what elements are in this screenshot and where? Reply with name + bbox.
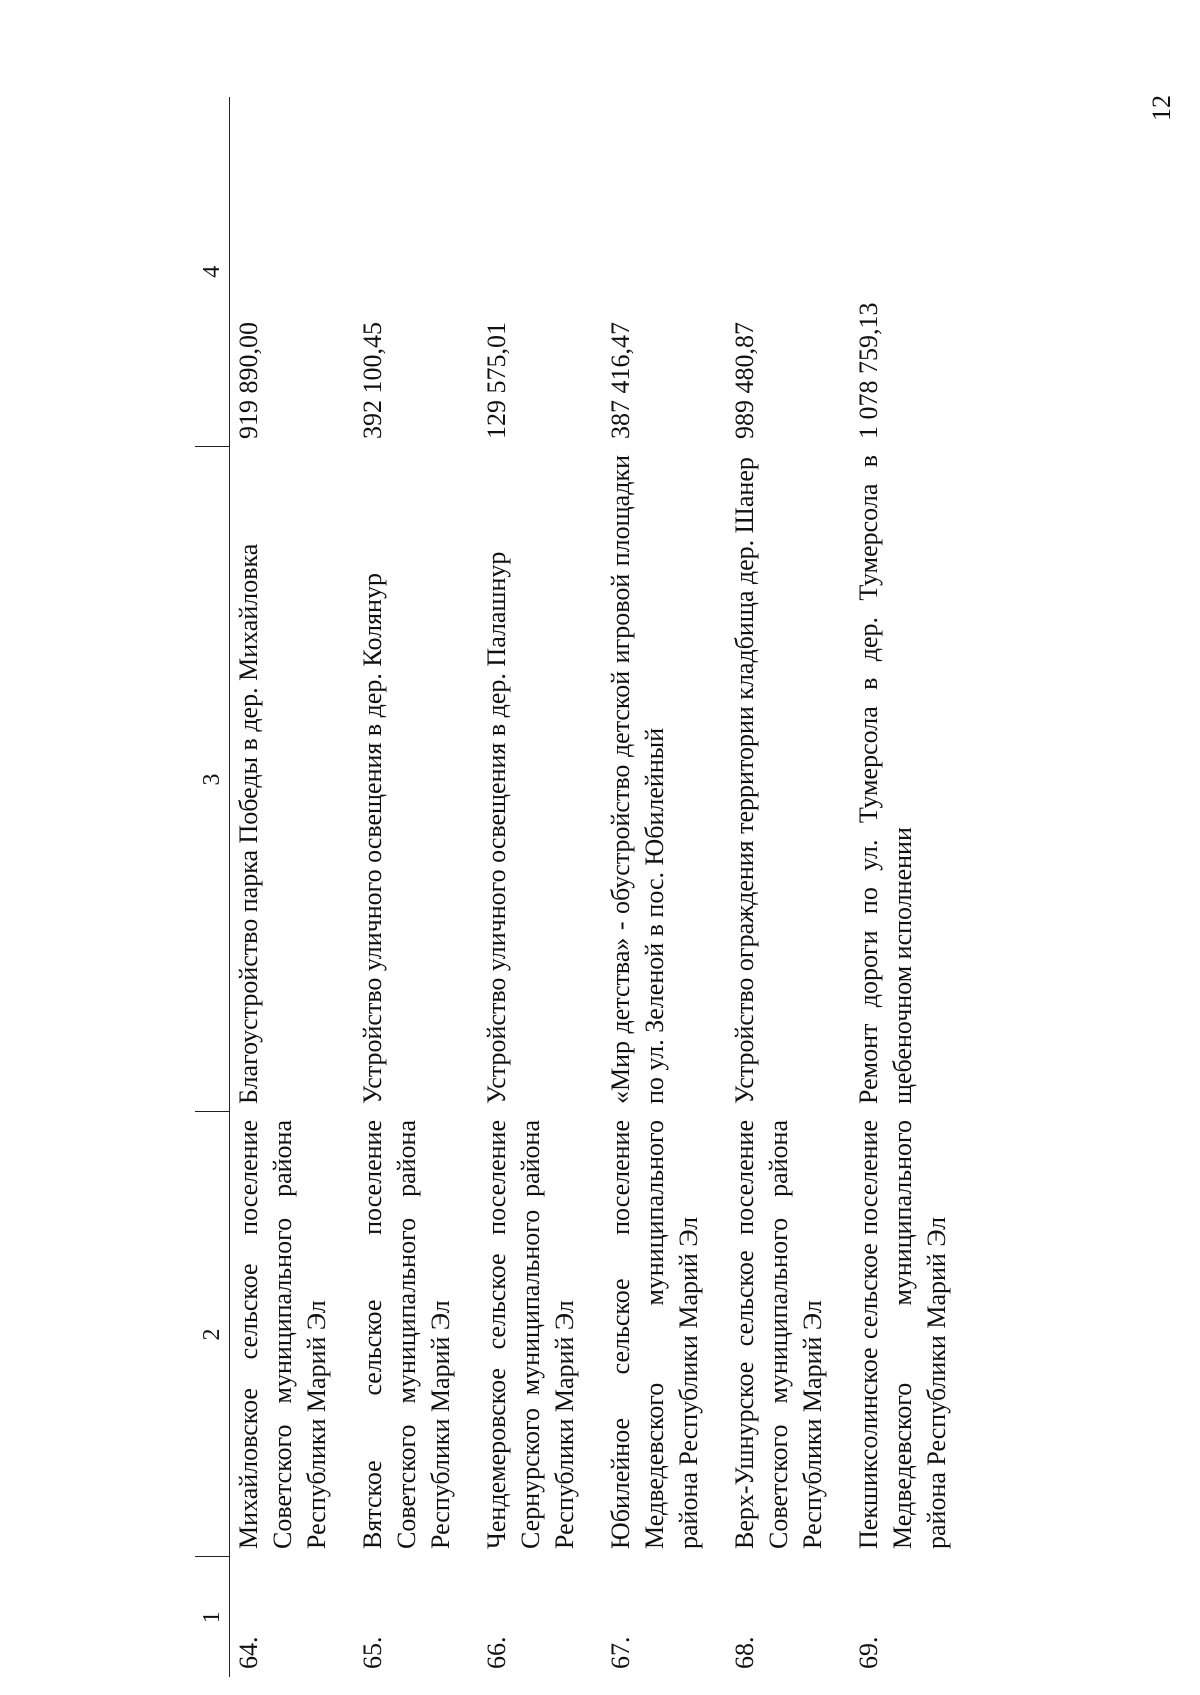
municipality-name: Вятское сельское поселение Советского муниципального района Республики Марий Эл xyxy=(358,1120,455,1549)
municipality-name: Михайловское сельское поселение Советского муниципального района Республики Марий Эл xyxy=(234,1120,331,1549)
municipality-name: Чендемеровское сельское поселение Сернурского муниципального района Республики Марий Эл xyxy=(482,1120,579,1549)
table-row xyxy=(602,97,726,1677)
municipality-name: Верх-Ушнурское сельское поселение Советского муниципального района Республики Марий Эл xyxy=(730,1120,827,1549)
header-col-3: 3 xyxy=(195,447,230,1112)
project-description: Ремонт дороги по ул. Тумерсола в дер. Тумерсола в щебеночном исполнении xyxy=(854,455,917,1104)
amount: 919 890,00 xyxy=(234,322,263,439)
amount: 387 416,47 xyxy=(606,322,635,439)
municipality-name: Юбилейное сельское поселение Медведевского муниципального района Республики Марий Эл xyxy=(606,1120,703,1549)
table-row xyxy=(478,97,602,1677)
municipality-name: Пекшиксолинское сельское поселение Медведевского муниципального района Республики Марий Эл xyxy=(854,1120,951,1549)
rotated-table-sheet xyxy=(195,97,1035,1677)
row-number: 66. xyxy=(482,1636,511,1669)
row-number: 68. xyxy=(730,1636,759,1669)
header-col-2: 2 xyxy=(195,1112,230,1557)
project-description: «Мир детства» - обустройство детской игровой площадки по ул. Зеленой в пос. Юбилейный xyxy=(606,455,669,1104)
project-description: Устройство уличного освещения в дер. Палашнур xyxy=(482,551,511,1104)
project-description: Благоустройство парка Победы в дер. Михайловка xyxy=(234,543,263,1104)
table-row xyxy=(354,97,478,1677)
table-row xyxy=(230,97,355,1677)
row-number: 69. xyxy=(854,1636,883,1669)
amount: 989 480,87 xyxy=(730,322,759,439)
table-body xyxy=(230,97,975,1677)
page-number: 12 xyxy=(1147,95,1176,121)
project-description: Устройство ограждения территории кладбища дер. Шанер xyxy=(730,457,759,1104)
row-number: 65. xyxy=(358,1636,387,1669)
amount: 392 100,45 xyxy=(358,322,387,439)
allocation-table xyxy=(195,97,974,1677)
table-row xyxy=(850,97,974,1677)
amount: 129 575,01 xyxy=(482,322,511,439)
row-number: 67. xyxy=(606,1636,635,1669)
header-col-1: 1 xyxy=(195,1557,230,1677)
table-header xyxy=(195,97,230,1677)
header-col-4: 4 xyxy=(195,97,230,447)
project-description: Устройство уличного освещения в дер. Колянур xyxy=(358,573,387,1104)
amount: 1 078 759,13 xyxy=(854,302,883,439)
row-number: 64. xyxy=(234,1636,263,1669)
table-row xyxy=(726,97,850,1677)
